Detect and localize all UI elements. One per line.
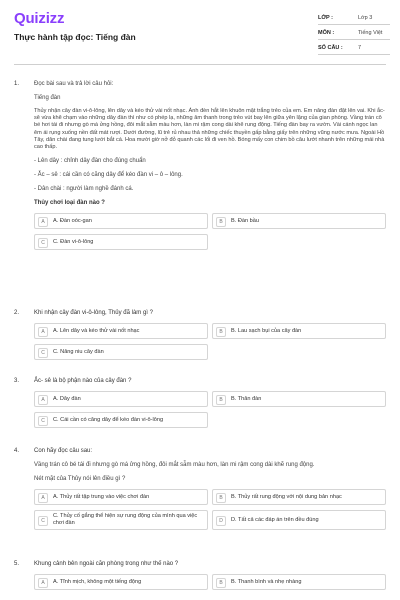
- option-letter: D: [216, 516, 226, 526]
- meta-divider: [318, 39, 390, 40]
- option-letter: C: [38, 416, 48, 426]
- answer-option-b[interactable]: [212, 574, 386, 590]
- meta-count-label: SỐ CÂU :: [318, 45, 343, 51]
- option-text: A. Thủy rất tập trung vào việc chơi đàn: [53, 493, 150, 500]
- option-letter: B: [216, 217, 226, 227]
- option-letter: C: [38, 516, 48, 526]
- answer-option-c[interactable]: [34, 412, 208, 428]
- option-text: A. Dây đàn: [53, 395, 81, 402]
- meta-subject-label: MÔN :: [318, 30, 335, 36]
- option-letter: B: [216, 395, 226, 405]
- question-instruction: Đọc bài sau và trả lời câu hỏi:: [34, 81, 114, 87]
- header-divider: [14, 64, 386, 65]
- question-text: Con hãy đọc câu sau:: [34, 448, 93, 454]
- passage-text: Thủy nhận cây đàn vi-ô-lông, lên dây và kéo thử vài nốt nhạc. Ánh đèn hắt lên khuôn mặt trắng trẻo của em. Em nâng đàn đặt lên vai. Khi ắc-sê vừa khẽ chạm vào những dây đàn thì như có phép lạ, những âm thanh trong trẻo vút bay lên giữa yên lặng của gian phòng. Vầng trán cô bé hơi tái đi nhưng gò má ửng hồng, đôi mắt sẫm màu hơn, làn mi rậm cong dài khẽ rung động. Tiếng đàn bay ra vườn. Vài cánh ngọc lan êm ái rụng xuống nền đất mát rượi. Dưới đường, lũ trẻ rủ nhau thả những chiếc thuyền gấp bằng giấy trên những vũng nước mưa. Ngoài Hồ Tây, dân chài đang tung lưới bắt cá. Hoa mười giờ nở đỏ quanh các lối đi ven hồ. Bóng mấy con chim bồ câu lướt nhanh trên những mái nhà cao thấp.: [34, 108, 385, 151]
- answer-option-a[interactable]: [34, 489, 208, 505]
- answer-option-b[interactable]: [212, 213, 386, 229]
- question-text: Khung cảnh bên ngoài căn phòng trong như thế nào ?: [34, 561, 179, 567]
- meta-class-label: LỚP :: [318, 15, 333, 21]
- question-number: 5.: [14, 561, 20, 567]
- question-prompt: Thủy chơi loại đàn nào ?: [34, 200, 105, 207]
- option-letter: A: [38, 395, 48, 405]
- answer-option-a[interactable]: [34, 574, 208, 590]
- option-text: D. Tất cả các đáp án trên đều đúng: [231, 516, 319, 523]
- answer-options: [34, 213, 386, 251]
- passage-note: - Lên dây : chỉnh dây đàn cho đúng chuẩn: [34, 158, 146, 165]
- worksheet-title: Thực hành tập đọc: Tiếng đàn: [14, 32, 136, 42]
- question-number: 3.: [14, 378, 20, 384]
- option-letter: B: [216, 493, 226, 503]
- option-text: B. Thanh bình và nhẹ nhàng: [231, 578, 302, 585]
- option-text: C. Đàn vi-ô-lông: [53, 238, 94, 245]
- question-prompt: Nét mặt của Thủy nói lên điều gì ?: [34, 476, 126, 482]
- option-letter: C: [38, 348, 48, 358]
- option-text: C. Thủy cố gắng thể hiện sự rung động của mình qua việc chơi đàn: [53, 513, 198, 526]
- option-letter: A: [38, 327, 48, 337]
- question-number: 1.: [14, 81, 20, 87]
- passage-note: - Dân chài : người làm nghề đánh cá.: [34, 186, 134, 193]
- meta-divider: [318, 54, 390, 55]
- answer-option-a[interactable]: [34, 391, 208, 407]
- quizizz-logo: Quizizz: [14, 10, 65, 27]
- option-letter: A: [38, 217, 48, 227]
- option-text: C. Nâng niu cây đàn: [53, 348, 104, 355]
- option-text: B. Lau sạch bụi của cây đàn: [231, 327, 302, 334]
- question-number: 4.: [14, 448, 20, 454]
- answer-option-c[interactable]: [34, 510, 208, 530]
- answer-option-c[interactable]: [34, 344, 208, 360]
- answer-option-b[interactable]: [212, 391, 386, 407]
- answer-options: [34, 489, 386, 535]
- option-text: C. Cái cần có căng dây để kéo đàn vi-ô-lông: [53, 416, 164, 423]
- passage-note: - Ắc – sê : cái cần có căng dây để kéo đàn vi – ô – lông.: [34, 172, 183, 179]
- meta-class-value: Lớp 3: [358, 15, 373, 21]
- option-letter: B: [216, 327, 226, 337]
- passage-title: Tiếng đàn: [34, 95, 61, 101]
- question-number: 2.: [14, 310, 20, 316]
- option-letter: A: [38, 493, 48, 503]
- question-text: Khi nhận cây đàn vi-ô-lông, Thủy đã làm gì ?: [34, 310, 153, 316]
- option-letter: C: [38, 238, 48, 248]
- option-text: A. Tĩnh mịch, không một tiếng động: [53, 578, 142, 585]
- option-text: B. Đàn bầu: [231, 217, 259, 224]
- answer-options: [34, 391, 386, 429]
- option-letter: A: [38, 578, 48, 588]
- worksheet-header: [0, 0, 400, 62]
- option-letter: B: [216, 578, 226, 588]
- answer-options: [34, 323, 386, 361]
- quoted-sentence: Vầng trán cô bé tái đi nhưng gò má ửng hồng, đôi mắt sẫm màu hơn, làn mi rậm cong dài khẽ rung động.: [34, 462, 315, 468]
- question-text: Ắc- sê là bộ phận nào của cây đàn ?: [34, 378, 132, 384]
- meta-divider: [318, 24, 390, 25]
- answer-option-a[interactable]: [34, 323, 208, 339]
- option-text: A. Lên dây và kéo thử vài nốt nhạc: [53, 327, 140, 334]
- answer-option-a[interactable]: [34, 213, 208, 229]
- option-text: B. Thủy rất rung động với nội dung bản nhạc: [231, 493, 342, 500]
- option-text: B. Thân đàn: [231, 395, 262, 402]
- meta-count-value: 7: [358, 45, 362, 51]
- option-text: A. Đàn oóc-gan: [53, 217, 92, 224]
- meta-subject-value: Tiếng Việt: [358, 30, 383, 36]
- answer-option-d[interactable]: [212, 510, 386, 530]
- answer-options: [34, 574, 386, 590]
- answer-option-b[interactable]: [212, 489, 386, 505]
- answer-option-b[interactable]: [212, 323, 386, 339]
- answer-option-c[interactable]: [34, 234, 208, 250]
